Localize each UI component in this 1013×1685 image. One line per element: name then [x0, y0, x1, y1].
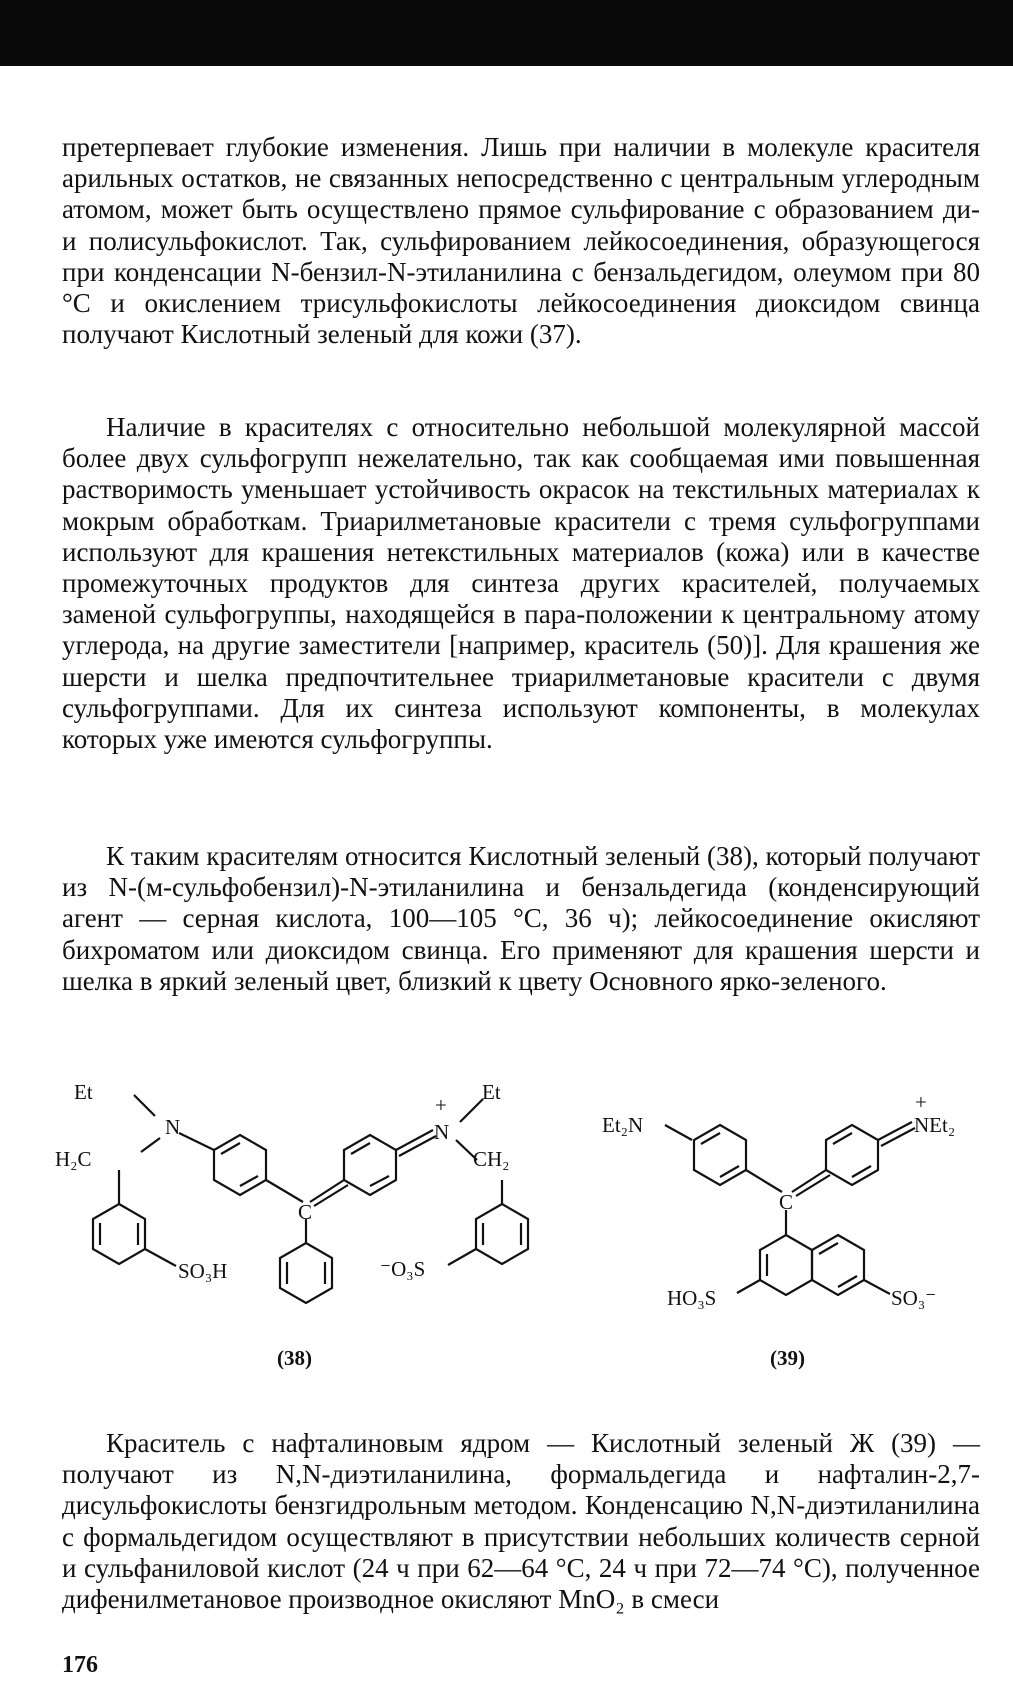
paragraph-3: [62, 841, 980, 997]
label-38-central-c: C: [298, 1200, 313, 1224]
label-38-number: (38): [277, 1346, 312, 1370]
page-number: 176: [62, 1652, 98, 1678]
label-38-n-left: N: [165, 1115, 181, 1139]
label-38-et-left: Et: [74, 1082, 93, 1104]
label-38-h2c: H₂C: [55, 1147, 92, 1171]
paragraph-1-text: претерпевает глубокие изменения. Лишь при наличии в молекуле красителя арильных остатков, не связанных непосредственно с центральным углеродным атомом, может быть осуществлено прямое сульфирование с образованием ди- и полисульфокислот. Так, сульфированием лейкосоединения, образующегося при конденсации N-бензил-N-этиланилина с бензальдегидом, олеумом при 80 °С и окислением трисульфокислоты лейкосоединения диоксидом свинца получают Кислотный зеленый для кожи (37).: [62, 132, 980, 350]
paragraph-4: [62, 1428, 980, 1615]
label-38-o3s: ⁻O₃S: [380, 1257, 426, 1281]
paragraph-3-text: К таким красителям относится Кислотный зеленый (38), который получают из N-(м-сульфобензил)-N-этиланилина и бензальдегида (конденсирующий агент — серная кислота, 100—105 °С, 36 ч); лейкосоединение окисляют бихроматом или диоксидом свинца. Его применяют для крашения шерсти и шелка в яркий зеленый цвет, близкий к цвету Основного ярко-зеленого.: [62, 841, 980, 996]
label-38-so3h: SO₃H: [178, 1259, 228, 1283]
label-38-et-right: Et: [482, 1082, 501, 1104]
label-39-et2n: Et₂N: [602, 1113, 644, 1137]
structure-39-labels: [602, 1090, 955, 1370]
paragraph-2-text: Наличие в красителях с относительно небольшой молекулярной массой более двух сульфогрупп нежелательно, так как сообщаемая ими повышенная растворимость уменьшает устойчивость окрасок на текстильных материалах к мокрым обработкам. Триарилметановые красители с тремя сульфогруппами используют для крашения нетекстильных материалов (кожа) или в качестве промежуточных продуктов для синтеза других красителей, получаемых заменой сульфогруппы, находящейся в пара-положении к центральному атому углерода, на другие заместители [например, краситель (50)]. Для крашения же шерсти и шелка предпочтительнее триарилметановые красители с двумя сульфогруппами. Для их синтеза используют компоненты, в молекулах которых уже имеются сульфогруппы.: [62, 412, 980, 755]
label-38-plus: +: [435, 1093, 447, 1117]
label-38-ch2: CH₂: [473, 1147, 510, 1171]
label-39-so3: SO₃⁻: [891, 1286, 937, 1310]
paragraph-2: [62, 412, 980, 755]
structure-38-labels: [55, 1082, 510, 1370]
label-39-net2: NEt₂: [914, 1113, 956, 1137]
paragraph-1: [62, 132, 980, 350]
structure-38: [93, 1095, 528, 1303]
label-39-central-c: C: [779, 1190, 794, 1214]
structures-svg: [40, 1082, 990, 1382]
page-top-dark-band: [0, 0, 1013, 66]
paragraph-4-text: Краситель с нафталиновым ядром — Кислотный зеленый Ж (39) — получают из N,N-диэтиланилина, формальдегида и нафталин-2,7-дисульфокислоты бензгидрольным методом. Конденсацию N,N-диэтиланилина с формальдегидом осуществляют в присутствии небольших количеств серной и сульфаниловой кислот (24 ч при 62—64 °С, 24 ч при 72—74 °С), полученное дифенилметановое производное окисляют MnO₂ в смеси: [62, 1428, 980, 1615]
label-39-plus: +: [915, 1090, 927, 1114]
label-39-ho3s: HO₃S: [667, 1286, 717, 1310]
chemical-structures-figure: [40, 1082, 990, 1382]
label-38-n-right: N: [434, 1120, 450, 1144]
label-39-number: (39): [770, 1346, 805, 1370]
